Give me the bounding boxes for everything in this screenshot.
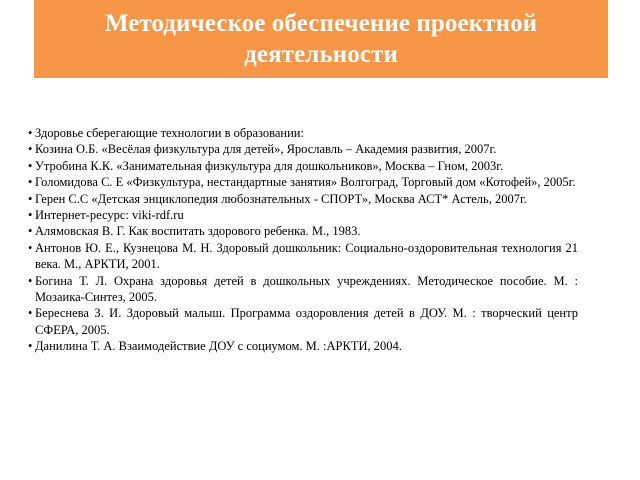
page-title-line-1: Методическое обеспечение проектной (104, 10, 538, 37)
reference-text: Козина О.Б. «Весёлая физкультура для детей», Ярославль – Академия развития, 2007г. (35, 142, 497, 157)
reference-text: Здоровье сберегающие технологии в образовании: (35, 126, 304, 140)
reference-item (28, 223, 578, 239)
reference-text: Голомидова С. Е «Физкультура, нестандартные занятия» Волгоград, Торговый дом «Котофей», 2005г. (35, 175, 576, 190)
bullet-icon: • (28, 339, 33, 354)
reference-text: Богина Т. Л. Охрана здоровья детей в дошкольных учреждениях. Методическое пособие. М. : Мозаика-Синтез, 2005. (35, 273, 578, 305)
reference-item (28, 125, 578, 141)
bullet-icon: • (28, 306, 33, 321)
title-banner (34, 0, 608, 78)
reference-text: Утробина К.К. «Занимательная физкультура для дошкольников», Москва – Гном, 2003г. (35, 158, 504, 173)
page-title (105, 8, 537, 70)
bullet-icon: • (28, 126, 33, 140)
reference-text: Интернет-ресурс: viki-rdf.ru (35, 208, 184, 223)
bullet-icon: • (28, 208, 33, 223)
bullet-icon: • (28, 224, 33, 239)
bullet-icon: • (28, 175, 33, 190)
reference-item (28, 191, 578, 207)
reference-item (28, 141, 578, 157)
reference-item (28, 338, 578, 354)
bullet-icon: • (28, 142, 33, 157)
bullet-icon: • (28, 191, 33, 206)
reference-item (28, 273, 578, 306)
bullet-icon: • (28, 240, 33, 255)
bullet-icon: • (28, 158, 33, 173)
reference-list (28, 125, 578, 355)
reference-text: Антонов Ю. Е., Кузнецова М. Н. Здоровый дошкольник: Социально-оздоровительная технология 21 века. М., АРКТИ, 2001. (35, 240, 578, 272)
reference-text: Герен С.С «Детская энциклопедия любознательных - СПОРТ», Москва АСТ* Астель, 2007г. (35, 191, 527, 206)
bullet-icon: • (28, 273, 33, 288)
reference-item (28, 207, 578, 223)
page-title-line-2: деятельности (244, 41, 398, 68)
reference-item (28, 305, 578, 338)
reference-item (28, 240, 578, 273)
reference-text: Алямовская В. Г. Как воспитать здорового ребенка. М., 1983. (35, 224, 361, 239)
reference-text: Данилина Т. А. Взаимодействие ДОУ с социумом. М. :АРКТИ, 2004. (35, 339, 402, 354)
reference-text: Береснева З. И. Здоровый малыш. Программа оздоровления детей в ДОУ. М. : творческий центр СФЕРА, 2005. (35, 306, 578, 337)
reference-item (28, 158, 578, 174)
reference-item (28, 174, 578, 190)
